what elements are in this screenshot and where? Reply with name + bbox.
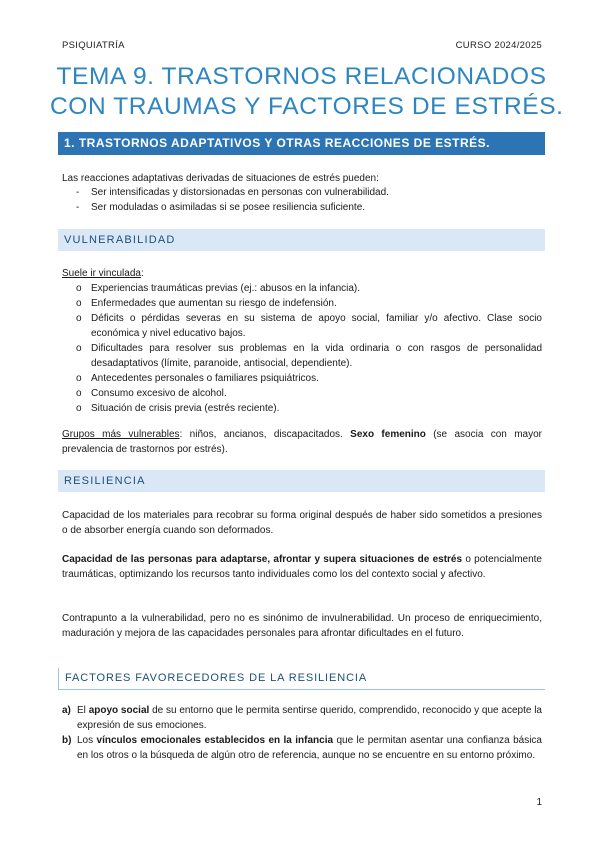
dash-marker: - — [76, 202, 80, 213]
list-item — [76, 296, 542, 311]
title-line-1: TEMA 9. TRASTORNOS RELACIONADOS — [56, 63, 547, 90]
title-line-2: CON TRAUMAS Y FACTORES DE ESTRÉS. — [50, 93, 564, 120]
bullet-circle-icon: o — [76, 343, 82, 354]
list-item — [62, 733, 542, 763]
header-course: CURSO 2024/2025 — [455, 40, 542, 51]
list-item-text: Dificultades para resolver sus problemas en la vida ordinaria o con rasgos de personalidad desadaptativos (límite, paranoide, antisocial, dependiente). — [91, 343, 542, 369]
bullet-circle-icon: o — [76, 283, 82, 294]
dash-item — [76, 185, 536, 200]
list-item — [76, 281, 542, 296]
dash-item — [76, 200, 536, 215]
lead-colon: : — [140, 268, 144, 279]
list-marker: b) — [62, 735, 72, 746]
vulnerable-groups-paragraph — [62, 427, 542, 457]
item-rest: que le permitan asentar una confianza básica en los otros o la búsqueda de algún otro de referencia, aunque no se encuentre en su entorno próximo. — [77, 735, 542, 761]
bullet-circle-icon: o — [76, 403, 82, 414]
list-item — [62, 703, 542, 733]
list-item — [76, 371, 542, 386]
list-item — [76, 311, 542, 341]
resiliencia-heading: RESILIENCIA — [58, 470, 545, 492]
list-item — [76, 341, 542, 371]
dash-text: Ser intensificadas y distorsionadas en personas con vulnerabilidad. — [91, 187, 389, 198]
header-subject: PSIQUIATRÍA — [62, 40, 125, 51]
groups-tail: (se asocia con mayor prevalencia de trastornos por estrés). — [62, 429, 542, 455]
bullet-circle-icon: o — [76, 373, 82, 384]
resiliencia-paragraph-1: Capacidad de los materiales para recobrar su forma original después de haber sido sometidos a presiones o de absorber energía cuando son deformados. — [62, 510, 542, 536]
item-pre: El — [77, 705, 89, 716]
list-item-text: Antecedentes personales o familiares psiquiátricos. — [91, 373, 319, 384]
dash-marker: - — [76, 187, 80, 198]
list-item-text: Enfermedades que aumentan su riesgo de indefensión. — [91, 298, 337, 309]
list-item-text: Experiencias traumáticas previas (ej.: abusos en la infancia). — [91, 283, 361, 294]
list-item — [76, 401, 542, 416]
list-item-text: Déficits o pérdidas severas en su sistema de apoyo social, familiar y/o afectivo. Clase socio económica y nivel educativo bajos. — [91, 313, 542, 339]
section-1-intro: Las reacciones adaptativas derivadas de situaciones de estrés pueden: — [62, 173, 379, 184]
resiliencia-definition-rest: o potencialmente traumáticas, optimizando los recursos tanto individuales como los del contexto social y afectivo. — [62, 554, 542, 580]
resiliencia-definition-bold: Capacidad de las personas para adaptarse, afrontar y supera situaciones de estrés — [62, 554, 463, 565]
list-marker: a) — [62, 705, 71, 716]
item-bold: vínculos emocionales establecidos en la infancia — [96, 735, 334, 746]
groups-bold: Sexo femenino — [350, 429, 426, 440]
dash-text: Ser moduladas o asimiladas si se posee resiliencia suficiente. — [91, 202, 366, 213]
list-item-text: Situación de crisis previa (estrés reciente). — [91, 403, 280, 414]
vulnerabilidad-heading: VULNERABILIDAD — [58, 229, 545, 251]
item-bold: apoyo social — [88, 705, 150, 716]
factores-heading: FACTORES FAVORECEDORES DE LA RESILIENCIA — [58, 668, 545, 690]
bullet-circle-icon: o — [76, 313, 82, 324]
vulnerabilidad-lead — [62, 266, 542, 281]
list-item-text: Consumo excesivo de alcohol. — [91, 388, 227, 399]
resiliencia-paragraph-3: Contrapunto a la vulnerabilidad, pero no es sinónimo de invulnerabilidad. Un proceso de enriquecimiento, maduración y mejora de las capacidades personales para afrontar dificultades en el futuro. — [62, 613, 542, 639]
bullet-circle-icon: o — [76, 388, 82, 399]
item-rest: de su entorno que le permita sentirse querido, comprendido, reconocido y que acepte la expresión de sus emociones. — [77, 705, 542, 731]
bullet-circle-icon: o — [76, 298, 82, 309]
resiliencia-paragraph-2 — [62, 552, 542, 582]
item-pre: Los — [77, 735, 97, 746]
section-1-heading: 1. TRASTORNOS ADAPTATIVOS Y OTRAS REACCIONES DE ESTRÉS. — [58, 132, 545, 155]
factores-list — [62, 703, 542, 763]
list-item — [76, 386, 542, 401]
groups-text: : niños, ancianos, discapacitados. — [179, 429, 351, 440]
lead-underlined: Suele ir vinculada — [62, 268, 141, 279]
page-title — [50, 62, 564, 122]
groups-label: Grupos más vulnerables — [62, 429, 180, 440]
page-number: 1 — [536, 797, 542, 808]
vulnerabilidad-list — [76, 281, 542, 416]
